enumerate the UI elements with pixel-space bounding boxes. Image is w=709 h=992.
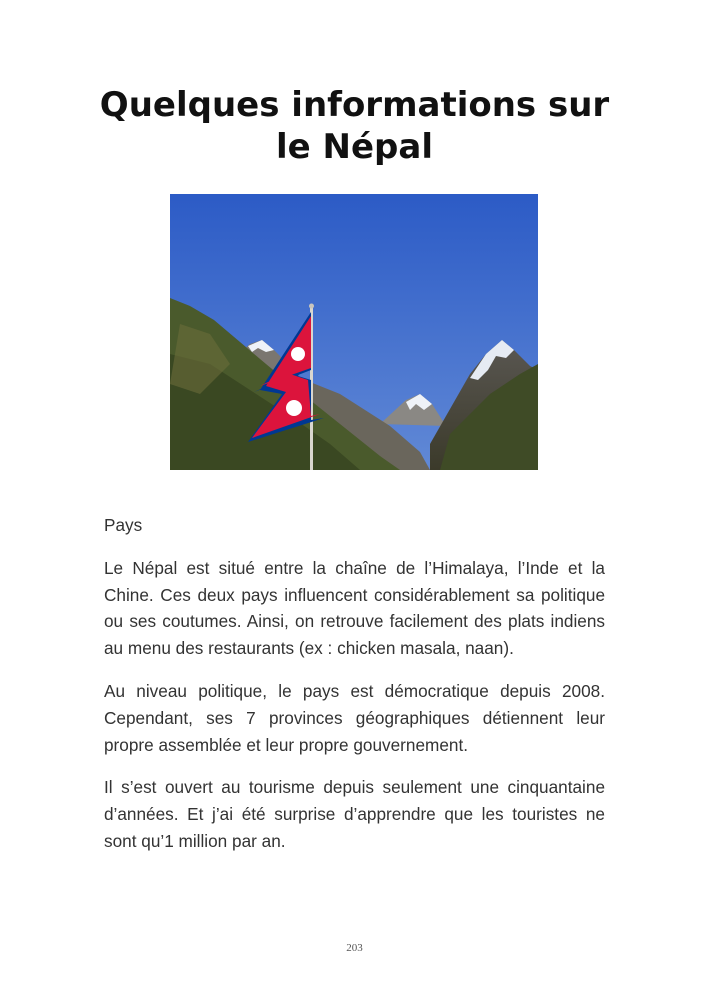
flag-moon-symbol [291, 347, 305, 361]
paragraph: Le Népal est situé entre la chaîne de l’Himalaya, l’Inde et la Chine. Ces deux pays influencent considérablement sa politique ou ses coutumes. Ainsi, on retrouve facilement des plats indiens au menu des restaurants (ex : chicken masala, naan). [104, 557, 605, 659]
paragraph: Il s’est ouvert au tourisme depuis seulement une cinquantaine d’années. Et j’ai été surprise d’apprendre que les touristes ne sont qu’1 million par an. [104, 777, 605, 851]
page-title-line-2: le Népal [275, 127, 433, 167]
paragraph: Au niveau politique, le pays est démocratique depuis 2008. Cependant, ses 7 provinces géographiques détiennent leur propre assemblée et leur propre gouvernement. [104, 680, 605, 755]
section-heading: Pays [104, 515, 143, 535]
article-body [104, 512, 605, 871]
page-title-line-1: Quelques informations sur [99, 85, 610, 125]
page-number: 203 [346, 942, 363, 954]
nepal-flag-mountains-photo [170, 194, 538, 470]
page-title [60, 84, 649, 168]
flag-sun-symbol [286, 400, 302, 416]
